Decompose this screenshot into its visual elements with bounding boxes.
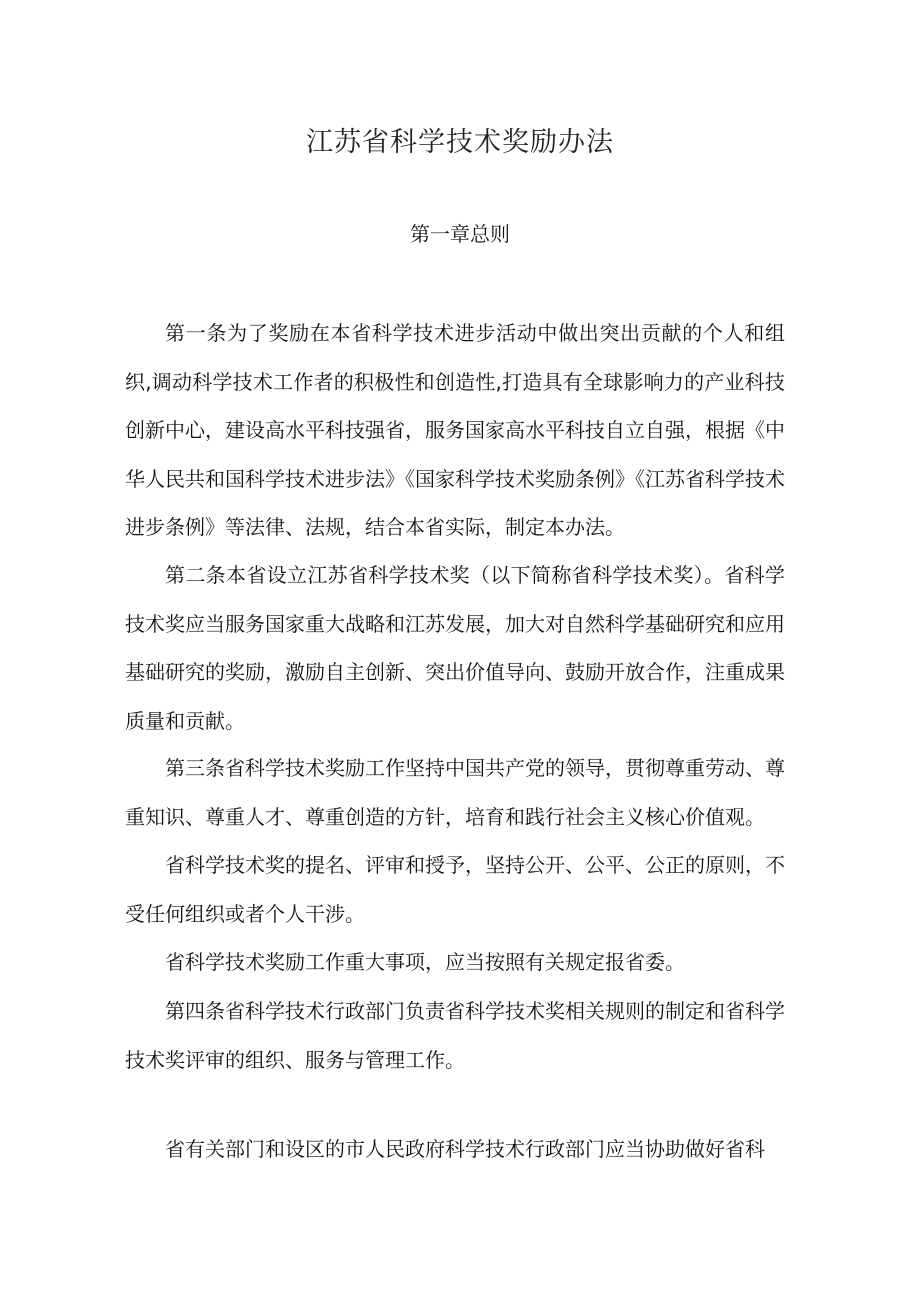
paragraph: 省科学技术奖励工作重大事项，应当按照有关规定报省委。 [165,950,685,974]
paragraph: 省科学技术奖的提名、评审和授予，坚持公开、公平、公正的原则，不受任何组织或者个人干涉。 [125,853,785,926]
paragraph: 省有关部门和设区的市人民政府科学技术行政部门应当协助做好省科 [165,1137,765,1161]
paragraph: 第三条省科学技术奖励工作坚持中国共产党的领导，贯彻尊重劳动、尊重知识、尊重人才、尊重创造的方针，培育和践行社会主义核心价值观。 [125,756,785,829]
paragraph: 第二条本省设立江苏省科学技术奖（以下简称省科学技术奖）。省科学技术奖应当服务国家重大战略和江苏发展，加大对自然科学基础研究和应用基础研究的奖励，激励自主创新、突出价值导向、鼓励开放合作，注重成果质量和贡献。 [125,563,785,733]
article-1-paragraph [125,309,785,552]
article-3-clause-3 [125,938,785,987]
chapter-heading: 第一章总则 [410,222,510,246]
article-4-paragraph [125,987,785,1084]
article-3-clause-2 [125,841,785,938]
article-4-clause-2 [125,1125,785,1174]
article-3-paragraph [125,744,785,841]
paragraph: 第四条省科学技术行政部门负责省科学技术奖相关规则的制定和省科学技术奖评审的组织、服务与管理工作。 [125,999,785,1072]
document-title: 江苏省科学技术奖励办法 [306,127,614,158]
paragraph: 第一条为了奖励在本省科学技术进步活动中做出突出贡献的个人和组织,调动科学技术工作者的积极性和创造性,打造具有全球影响力的产业科技创新中心，建设高水平科技强省，服务国家高水平科技自立自强，根据《中华人民共和国科学技术进步法》《国家科学技术奖励条例》《江苏省科学技术进步条例》等法律、法规，结合本省实际，制定本办法。 [125,321,785,539]
article-2-paragraph [125,551,785,745]
